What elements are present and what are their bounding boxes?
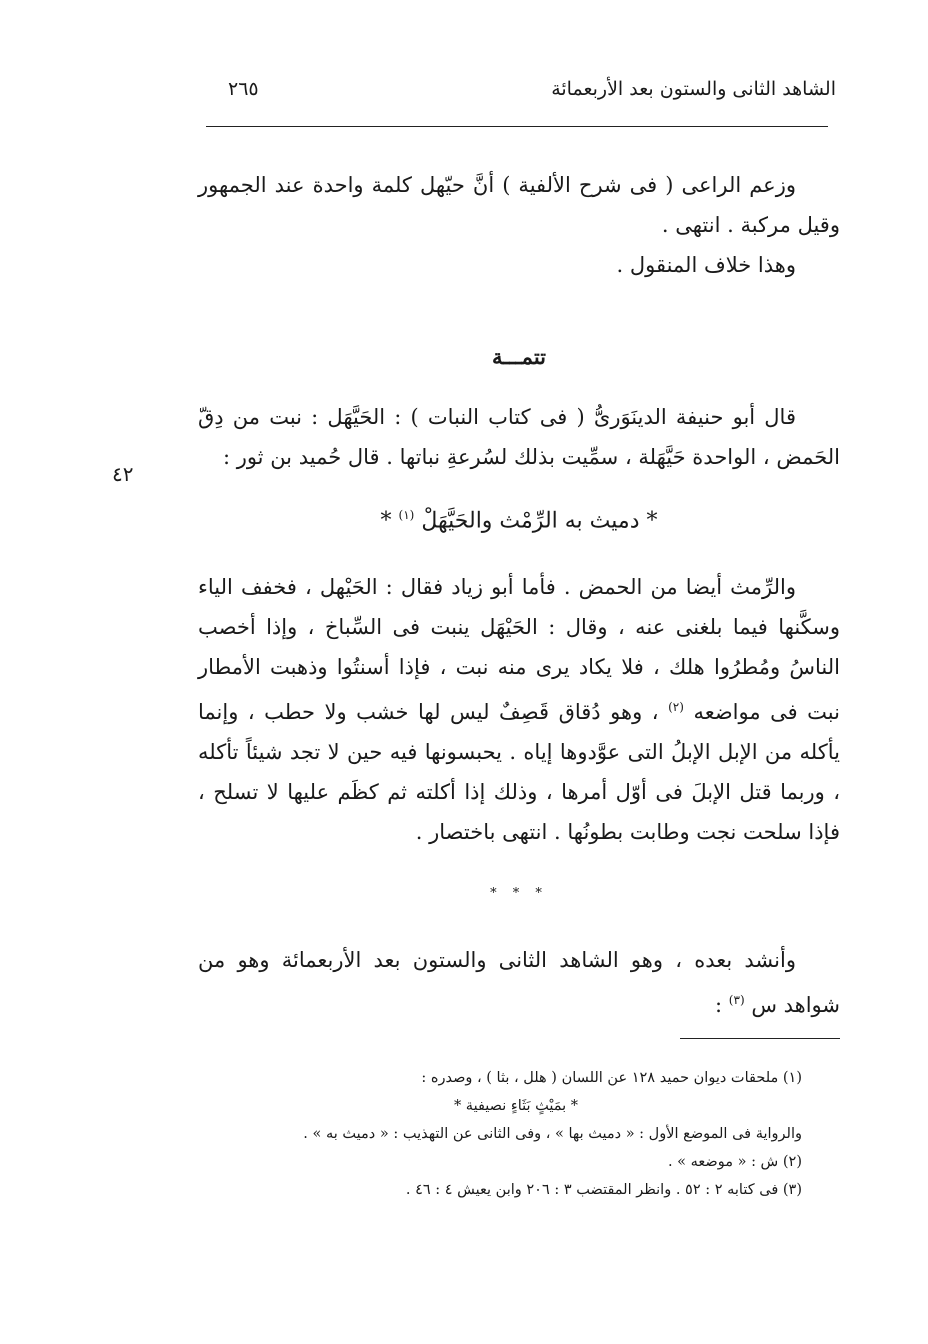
- footnote-divider: [680, 1038, 840, 1039]
- paragraph-2: وهذا خلاف المنقول .: [616, 253, 796, 277]
- footnotes: [230, 1064, 802, 1204]
- footnote-1-continuation: والرواية فى الموضع الأول : « دميث بها » ، وفى الثانى عن التهذيب : « دميث به » .: [303, 1126, 802, 1142]
- header-divider: [206, 126, 828, 127]
- footnote-ref-2: (٢): [668, 700, 684, 715]
- paragraph-4-part-a: والرِّمث أيضا من الحمض . فأما أبو زياد فقال : الحَيْهل ، فخفف الياء وسكَّنها فيما بلغنى عنه ، وقال : الحَيْهَل ينبت فى السِّباخ ، وإذا أخصب الناسُ ومُطرُوا هلك ، فلا يكاد يرى منه نبت ، فإذا أسنتُوا وذهبت الأمطار نبت فى مواضعه: [198, 575, 840, 725]
- verse-end-marker: *: [380, 508, 392, 534]
- footnote-2: (٢) ش : « موضعه » .: [667, 1154, 802, 1170]
- footnote-ref-3: (٣): [728, 993, 745, 1008]
- paragraph-4-part-b: ، وهو دُقاق قَصِفٌ ليس لها خشب ولا حطب ، وإنما يأكله من الإبل الإبلُ التى عوَّدوها إياه . يحبسونها فيه حين لا تجد شيئاً تأكله ، وربما قتل الإبلَ فى أوّل أمرها ، وذلك إذا أكلته ثم كظَم عليها لا تسلح ، فإذا سلحت نجت وطابت بطونُها . انتهى باختصار .: [198, 700, 840, 845]
- footnote-ref-1: (١): [398, 508, 415, 522]
- footnote-1: (١) ملحقات ديوان حميد ١٢٨ عن اللسان ( هلل ، بثا ) ، وصدره :: [421, 1070, 802, 1086]
- margin-number: ٤٢: [112, 462, 134, 486]
- paragraph-3: قال أبو حنيفة الدينَوَرىُّ ( فى كتاب النبات ) : الحَيَّهَل : نبت من دِقّ الحَمض ، الواحدة حَيَّهَلة ، سمِّيت بذلك لسُرعةِ نباتها . قال حُميد بن ثور :: [198, 405, 840, 469]
- paragraph-5-part-a: وأنشد بعده ، وهو الشاهد الثانى والستون بعد الأربعمائة وهو من شواهد س: [198, 948, 840, 1018]
- running-title: الشاهد الثانى والستون بعد الأربعمائة: [551, 78, 836, 100]
- verse-line: [198, 495, 840, 541]
- footnote-1-verse: * بمَيْثٍ بَثَاءٍ نصيفية *: [453, 1098, 579, 1114]
- running-header: [200, 78, 836, 118]
- paragraph-5-part-b: :: [715, 993, 723, 1018]
- section-heading: تتمـــة: [491, 344, 547, 369]
- footnote-3: (٣) فى كتابه ٢ : ٥٢ . وانظر المقتضب ٣ : ٢٠٦ وابن يعيش ٤ : ٤٦ .: [405, 1182, 802, 1198]
- section-ornament: * * *: [490, 886, 548, 902]
- paragraph-4: [198, 567, 840, 852]
- paragraph-5: [198, 940, 840, 1025]
- paragraph-1: وزعم الراعى ( فى شرح الألفية ) أنَّ حيّهل كلمة واحدة عند الجمهور وقيل مركبة . انتهى .: [198, 173, 840, 237]
- verse-text: * دميث به الرِّمْث والحَيَّهَلْ: [421, 508, 658, 534]
- page-number: ٢٦٥: [228, 78, 259, 100]
- main-text: [198, 165, 840, 1025]
